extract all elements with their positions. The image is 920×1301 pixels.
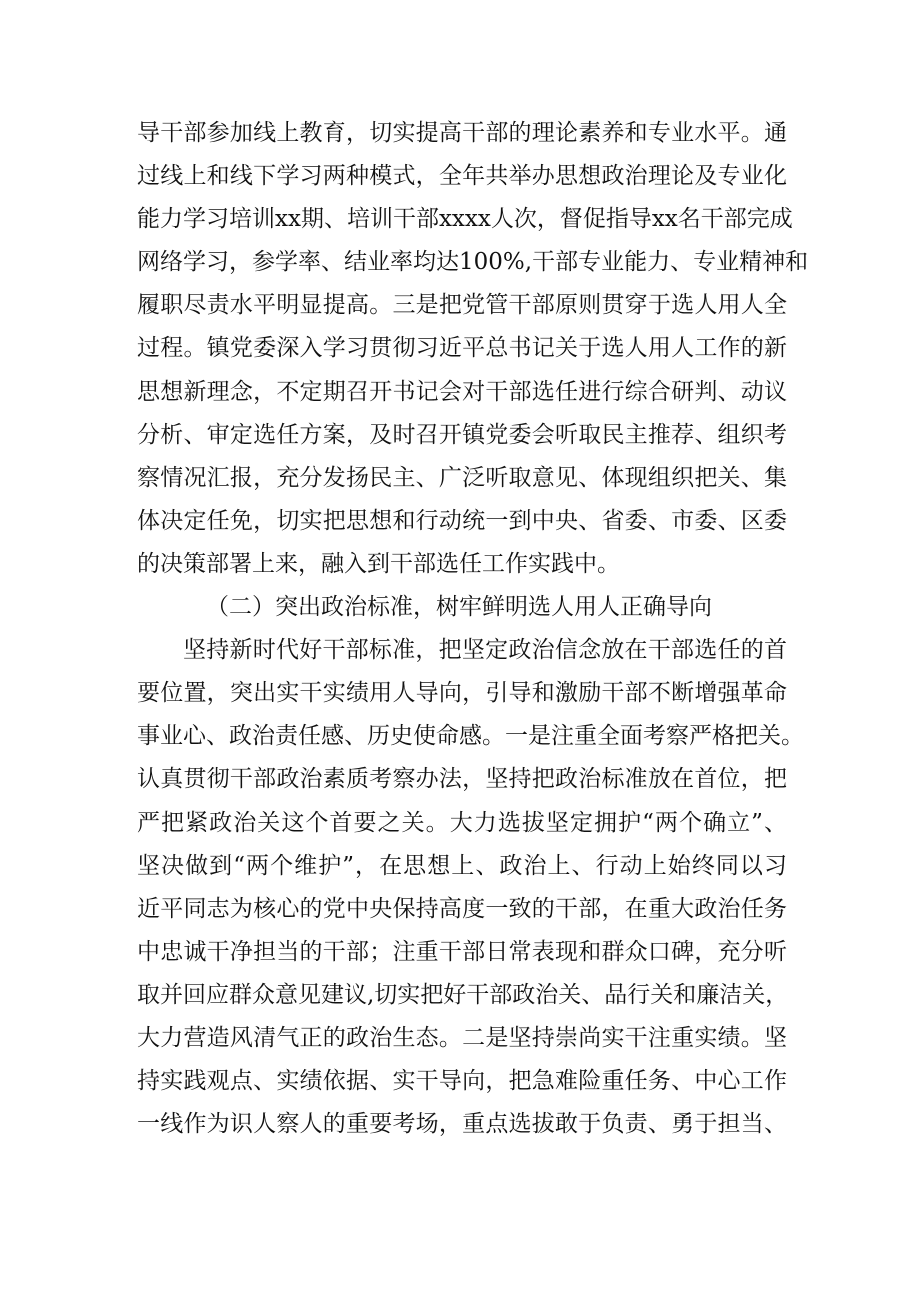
text-line: 分析、审定选任方案，及时召开镇党委会听取民主推荐、组织考: [137, 421, 787, 448]
text-line: 认真贯彻干部政治素质考察办法，坚持把政治标准放在首位，把: [137, 766, 787, 793]
text-line: 察情况汇报，充分发扬民主、广泛听取意见、体现组织把关、集: [137, 464, 787, 491]
text-line: 持实践观点、实绩依据、实干导向，把急难险重任务、中心工作: [137, 1068, 787, 1095]
text-line: 坚持新时代好干部标准，把坚定政治信念放在干部选任的首: [183, 637, 787, 664]
text-line: 大力营造风清气正的政治生态。二是坚持崇尚实干注重实绩。坚: [137, 1024, 787, 1051]
text-line: 事业心、政治责任感、历史使命感。一是注重全面考察严格把关。: [137, 723, 804, 750]
text-line: 过程。镇党委深入学习贯彻习近平总书记关于选人用人工作的新: [137, 335, 787, 362]
text-line: 导干部参加线上教育，切实提高干部的理论素养和专业水平。通: [137, 120, 787, 146]
text-line: 中忠诚干净担当的干部；注重干部日常表现和群众口碑，充分听: [137, 938, 787, 965]
text-line: 一线作为识人察人的重要考场，重点选拔敢于负责、勇于担当、: [137, 1111, 787, 1138]
text-line: 严把紧政治关这个首要之关。大力选拔坚定拥护“两个确立”、: [137, 809, 787, 836]
text-line: 取并回应群众意见建议,切实把好干部政治关、品行关和廉洁关，: [137, 981, 789, 1008]
paragraph-1: [137, 112, 809, 586]
text-line: 坚决做到“两个维护”，在思想上、政治上、行动上始终同以习: [137, 852, 787, 879]
text-line: 过线上和线下学习两种模式，全年共举办思想政治理论及专业化: [137, 163, 787, 190]
text-line: 思想新理念，不定期召开书记会对干部选任进行综合研判、动议: [137, 378, 787, 405]
text-line: 的决策部署上来，融入到干部选任工作实践中。: [137, 550, 620, 577]
text-line: 体决定任免，切实把思想和行动统一到中央、省委、市委、区委: [137, 507, 787, 534]
section-heading: （二）突出政治标准，树牢鲜明选人用人正确导向: [206, 594, 712, 621]
text-line: 要位置，突出实干实绩用人导向，引导和激励干部不断增强革命: [137, 680, 787, 707]
paragraph-2: [137, 629, 804, 1146]
document-body: [137, 112, 809, 1146]
text-line: 能力学习培训xx期、培训干部xxxx人次，督促指导xx名干部完成: [137, 206, 793, 233]
text-line: 近平同志为核心的党中央保持高度一致的干部，在重大政治任务: [137, 895, 787, 922]
text-line: 履职尽责水平明显提高。三是把党管干部原则贯穿于选人用人全: [137, 292, 787, 319]
text-line: 网络学习，参学率、结业率均达100%,干部专业能力、专业精神和: [137, 249, 809, 276]
